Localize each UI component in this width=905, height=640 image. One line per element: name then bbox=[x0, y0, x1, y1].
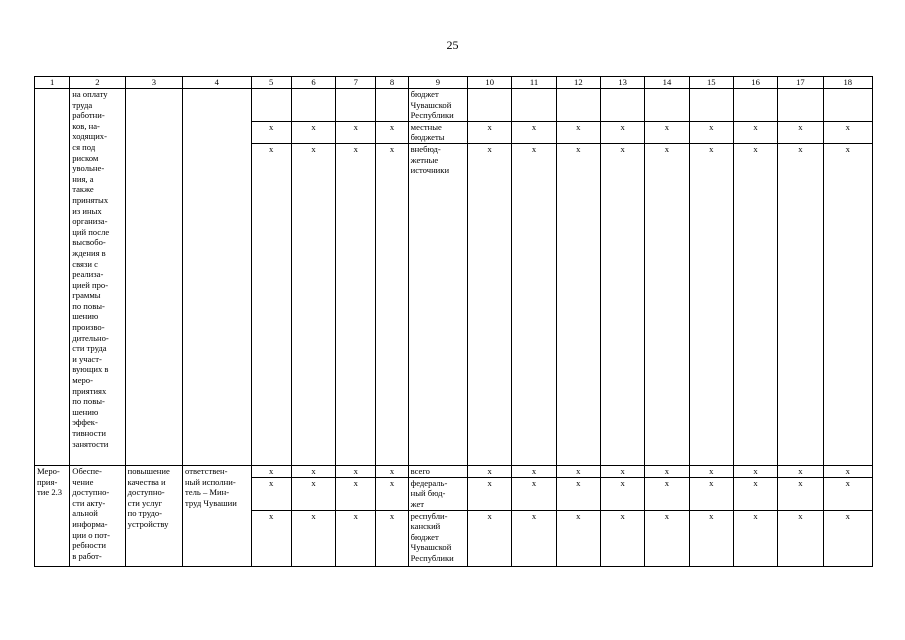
empty-cell bbox=[556, 89, 600, 122]
mark-cell: х bbox=[600, 465, 644, 477]
mark-cell: х bbox=[468, 510, 512, 566]
mark-cell: х bbox=[600, 510, 644, 566]
mark-cell: х bbox=[468, 465, 512, 477]
mark-cell: х bbox=[512, 510, 556, 566]
mark-cell: х bbox=[733, 121, 777, 143]
mark-cell: х bbox=[336, 477, 376, 510]
budget-table bbox=[34, 76, 873, 567]
mark-cell: х bbox=[556, 143, 600, 465]
header-cell: 7 bbox=[336, 77, 376, 89]
header-cell: 4 bbox=[183, 77, 251, 89]
header-cell: 10 bbox=[468, 77, 512, 89]
mark-cell: х bbox=[336, 143, 376, 465]
header-cell: 15 bbox=[689, 77, 733, 89]
header-cell: 11 bbox=[512, 77, 556, 89]
empty-cell bbox=[778, 89, 823, 122]
mark-cell: х bbox=[823, 465, 872, 477]
mark-cell: х bbox=[823, 510, 872, 566]
page-number: 25 bbox=[446, 38, 459, 52]
mark-cell: х bbox=[291, 477, 335, 510]
mark-cell: х bbox=[336, 465, 376, 477]
funding-source-cell: республи- канский бюджет Чувашской Республики bbox=[408, 510, 467, 566]
mark-cell: х bbox=[291, 510, 335, 566]
table-row bbox=[35, 465, 873, 477]
empty-cell bbox=[291, 89, 335, 122]
mark-cell: х bbox=[291, 121, 335, 143]
header-cell: 9 bbox=[408, 77, 467, 89]
mark-cell: х bbox=[556, 477, 600, 510]
mark-cell: х bbox=[733, 510, 777, 566]
mark-cell: х bbox=[251, 477, 291, 510]
funding-source-cell: бюджет Чувашской Республики bbox=[408, 89, 467, 122]
empty-cell bbox=[336, 89, 376, 122]
mark-cell: х bbox=[251, 121, 291, 143]
header-cell: 18 bbox=[823, 77, 872, 89]
header-cell: 8 bbox=[376, 77, 408, 89]
mark-cell: х bbox=[778, 143, 823, 465]
mark-cell: х bbox=[556, 121, 600, 143]
cell-col3-empty bbox=[125, 89, 182, 466]
mark-cell: х bbox=[689, 510, 733, 566]
mark-cell: х bbox=[376, 121, 408, 143]
funding-source-cell: местные бюджеты bbox=[408, 121, 467, 143]
mark-cell: х bbox=[778, 121, 823, 143]
mark-cell: х bbox=[336, 510, 376, 566]
mark-cell: х bbox=[376, 477, 408, 510]
mark-cell: х bbox=[645, 121, 689, 143]
header-cell: 12 bbox=[556, 77, 600, 89]
empty-cell bbox=[823, 89, 872, 122]
measure-description-cell: на оплату труда работни- ков, на- ходящих- ся под риском увольне- ния, а также принятых из иных организа- ций после высвобо- ждения в связи с реализа- цией про- граммы по повы- шению произво- дительно- сти труда и участ- вующих в меро- приятиях по повы- шению эффек- тивности занятости bbox=[70, 89, 125, 466]
mark-cell: х bbox=[733, 465, 777, 477]
mark-cell: х bbox=[376, 465, 408, 477]
mark-cell: х bbox=[823, 477, 872, 510]
mark-cell: х bbox=[778, 510, 823, 566]
mark-cell: х bbox=[600, 143, 644, 465]
header-row bbox=[35, 77, 873, 89]
empty-cell bbox=[468, 89, 512, 122]
mark-cell: х bbox=[823, 143, 872, 465]
empty-cell bbox=[512, 89, 556, 122]
measure-number-cell: Меро- прия- тие 2.3 bbox=[35, 465, 70, 566]
mark-cell: х bbox=[733, 143, 777, 465]
mark-cell: х bbox=[251, 465, 291, 477]
mark-cell: х bbox=[512, 465, 556, 477]
mark-cell: х bbox=[600, 121, 644, 143]
mark-cell: х bbox=[376, 510, 408, 566]
mark-cell: х bbox=[689, 477, 733, 510]
mark-cell: х bbox=[251, 510, 291, 566]
header-cell: 1 bbox=[35, 77, 70, 89]
target-indicator-cell: повышение качества и доступно- сти услуг по трудо- устройству bbox=[125, 465, 182, 566]
mark-cell: х bbox=[778, 477, 823, 510]
mark-cell: х bbox=[556, 510, 600, 566]
mark-cell: х bbox=[291, 143, 335, 465]
funding-source-cell: внебюд- жетные источники bbox=[408, 143, 467, 465]
mark-cell: х bbox=[512, 121, 556, 143]
empty-cell bbox=[689, 89, 733, 122]
header-cell: 16 bbox=[733, 77, 777, 89]
mark-cell: х bbox=[600, 477, 644, 510]
header-cell: 5 bbox=[251, 77, 291, 89]
table-row bbox=[35, 89, 873, 122]
empty-cell bbox=[733, 89, 777, 122]
funding-source-cell: федераль- ный бюд- жет bbox=[408, 477, 467, 510]
mark-cell: х bbox=[468, 143, 512, 465]
mark-cell: х bbox=[376, 143, 408, 465]
header-cell: 6 bbox=[291, 77, 335, 89]
cell-col1-empty bbox=[35, 89, 70, 466]
measure-description-cell: Обеспе- чение доступно- сти акту- альной информа- ции о пот- ребности в работ- bbox=[70, 465, 125, 566]
empty-cell bbox=[600, 89, 644, 122]
empty-cell bbox=[376, 89, 408, 122]
mark-cell: х bbox=[778, 465, 823, 477]
mark-cell: х bbox=[251, 143, 291, 465]
mark-cell: х bbox=[823, 121, 872, 143]
mark-cell: х bbox=[689, 465, 733, 477]
mark-cell: х bbox=[512, 477, 556, 510]
mark-cell: х bbox=[291, 465, 335, 477]
header-cell: 3 bbox=[125, 77, 182, 89]
header-cell: 2 bbox=[70, 77, 125, 89]
header-cell: 13 bbox=[600, 77, 644, 89]
mark-cell: х bbox=[645, 143, 689, 465]
mark-cell: х bbox=[556, 465, 600, 477]
empty-cell bbox=[251, 89, 291, 122]
header-cell: 17 bbox=[778, 77, 823, 89]
mark-cell: х bbox=[645, 510, 689, 566]
mark-cell: х bbox=[512, 143, 556, 465]
mark-cell: х bbox=[468, 121, 512, 143]
empty-cell bbox=[645, 89, 689, 122]
cell-col4-empty bbox=[183, 89, 251, 466]
mark-cell: х bbox=[336, 121, 376, 143]
funding-source-cell: всего bbox=[408, 465, 467, 477]
mark-cell: х bbox=[689, 143, 733, 465]
responsible-executor-cell: ответствен- ный исполни- тель – Мин- труд Чувашии bbox=[183, 465, 251, 566]
mark-cell: х bbox=[689, 121, 733, 143]
mark-cell: х bbox=[645, 477, 689, 510]
mark-cell: х bbox=[645, 465, 689, 477]
header-cell: 14 bbox=[645, 77, 689, 89]
mark-cell: х bbox=[733, 477, 777, 510]
mark-cell: х bbox=[468, 477, 512, 510]
